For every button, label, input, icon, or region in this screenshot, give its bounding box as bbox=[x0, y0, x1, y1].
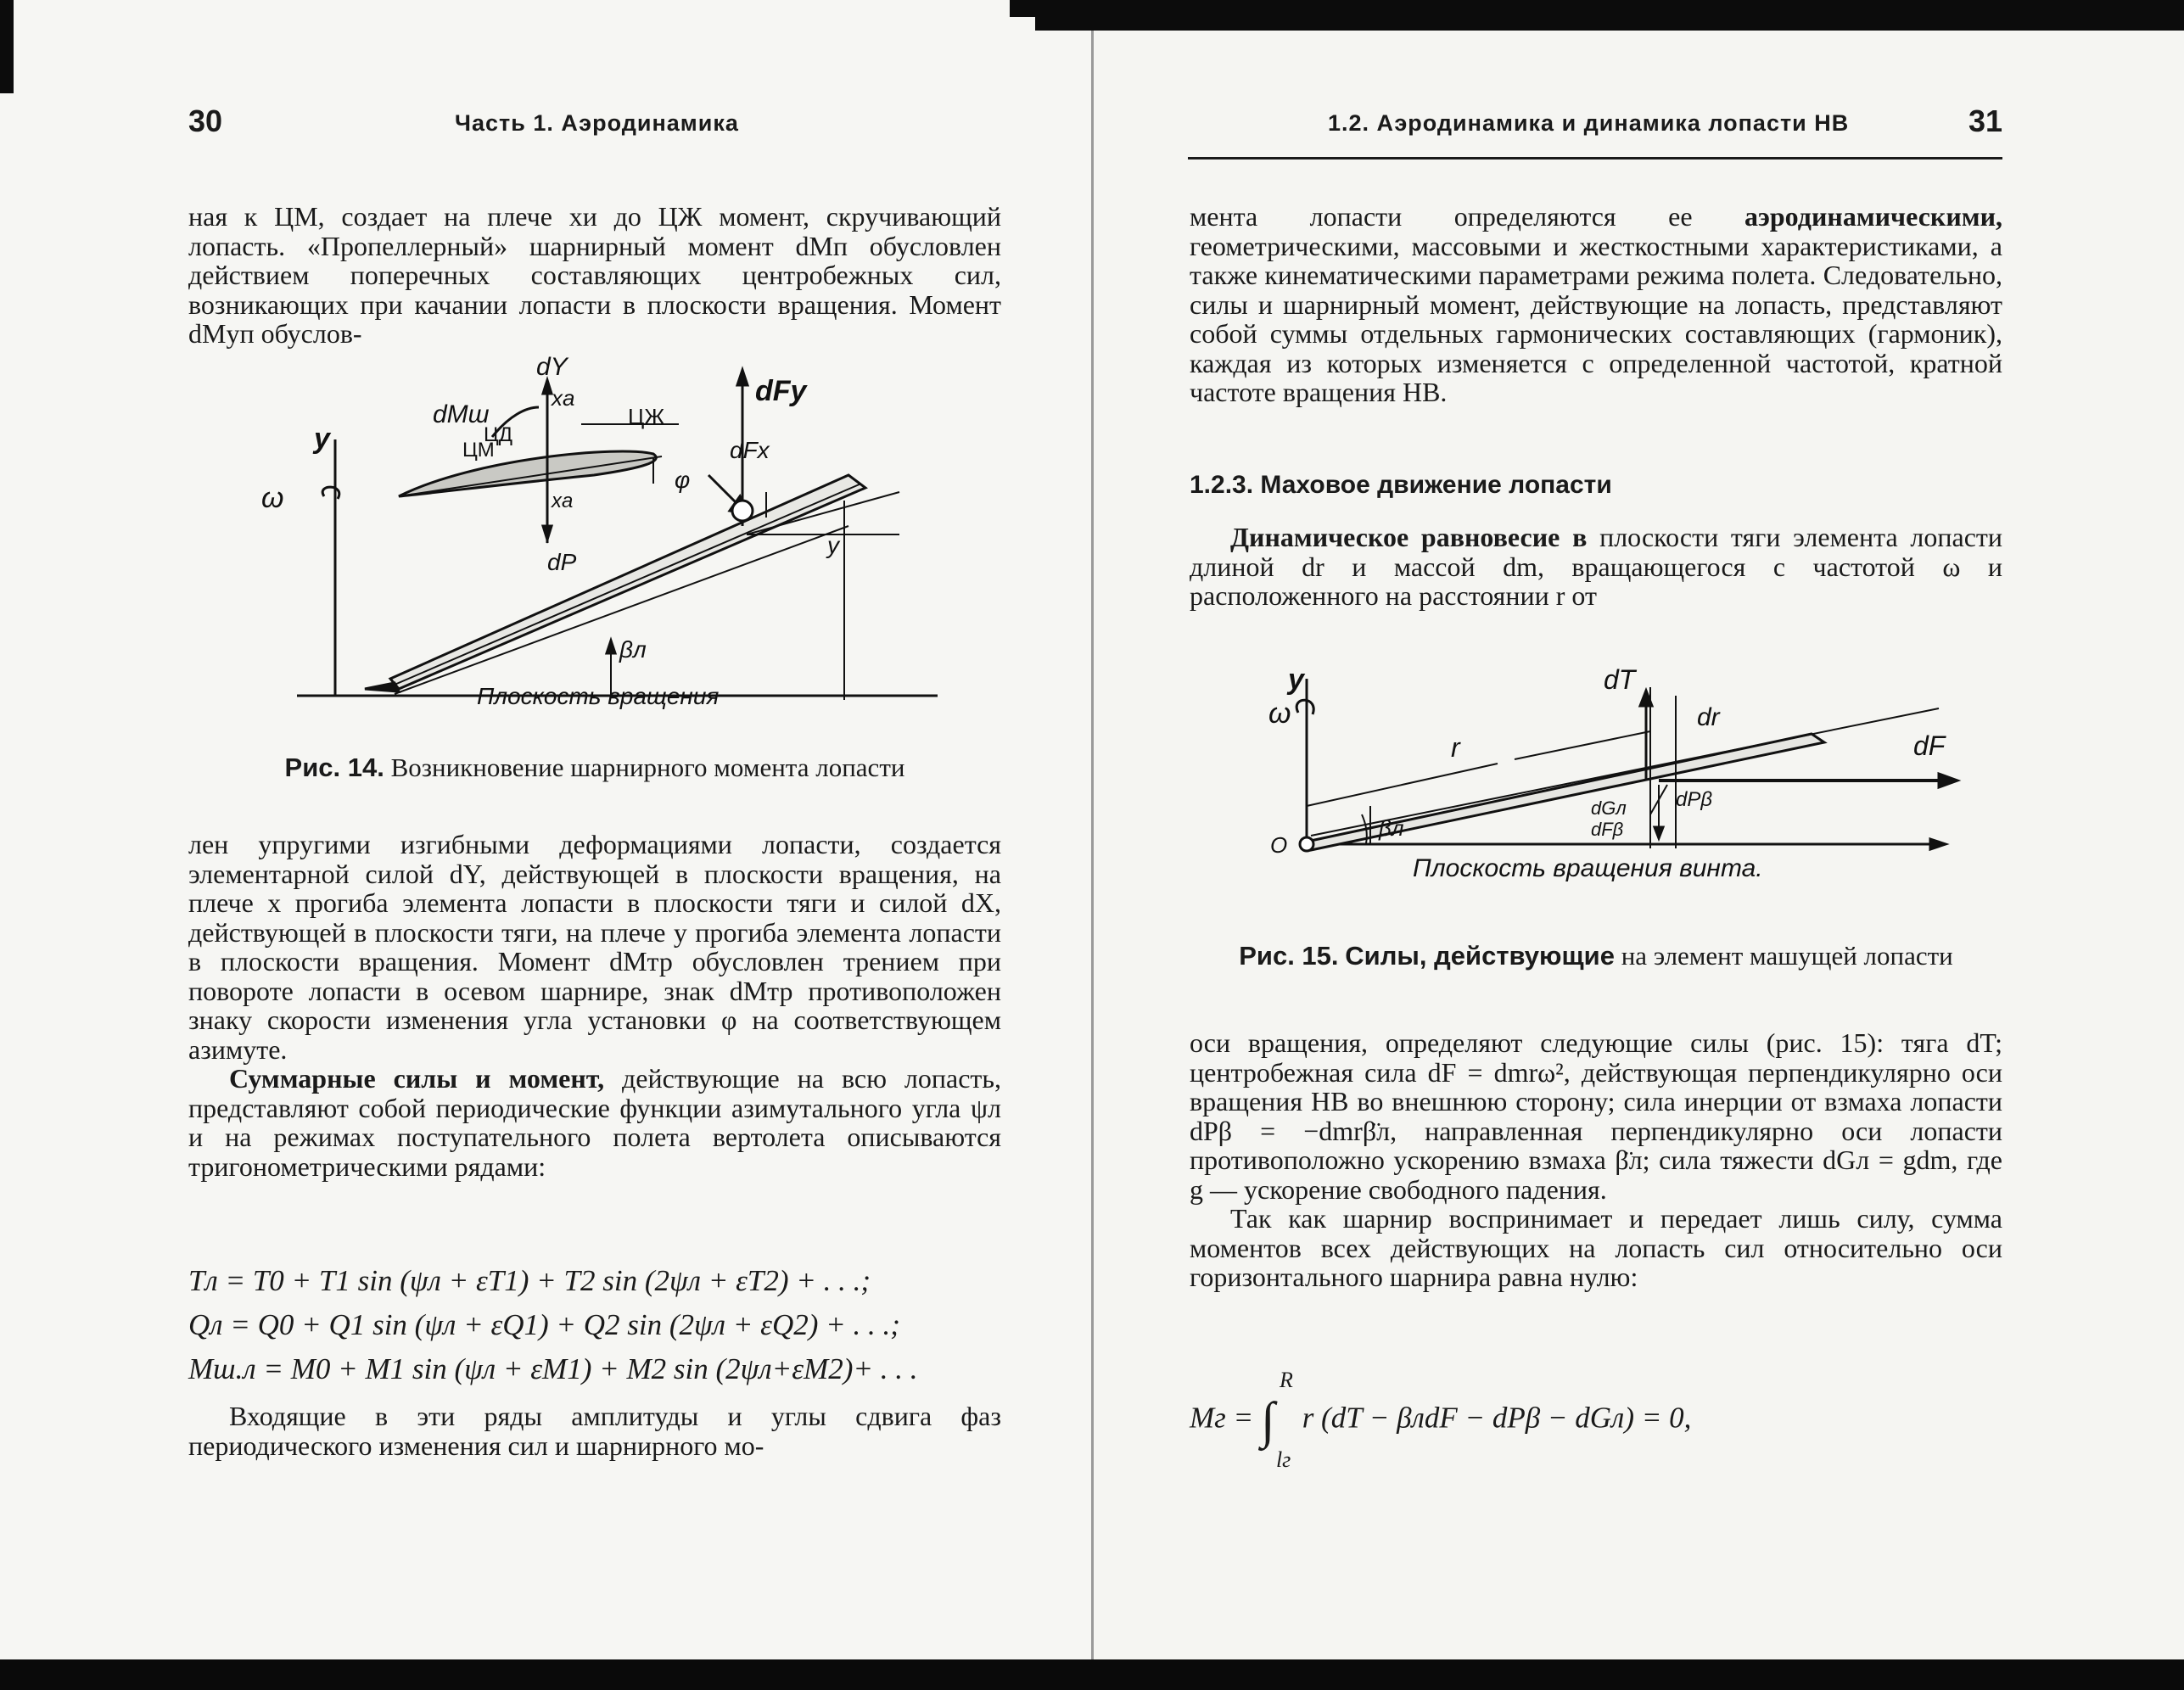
scan-edge-left bbox=[0, 0, 14, 93]
omega-arrow-icon bbox=[322, 487, 339, 499]
right-body-text: оси вращения, определяют следующие силы (рис. 15): тяга dT; центробежная сила dF = dmrω², действующая перпендикулярно оси вращения НВ во внешнюю сторону; сила инерции от взмаха лопасти dPβ = −dmrβ̈л, направленная перпендикулярно оси лопасти противоположно ускорению взмаха β̈л; сила тяжести dGл = gdm, где g — ускорение свободного падения. Так как шарнир воспринимает и передает лишь силу, сумма моментов всех действующих на лопасть сил относительно оси горизонтального шарнира равна нулю: bbox=[1190, 1027, 2003, 1292]
figure-15 bbox=[1260, 662, 2024, 891]
blade-section-airfoil bbox=[399, 451, 656, 496]
page-number-right: 31 bbox=[1968, 104, 2003, 138]
page-number-left: 30 bbox=[188, 104, 223, 138]
czh-label: ЦЖ bbox=[628, 404, 665, 429]
xa-top-label: xa bbox=[552, 385, 575, 411]
beta-label: βл bbox=[619, 636, 647, 663]
beta-label: βл bbox=[1379, 815, 1404, 841]
formula-thrust: Tл = T0 + T1 sin (ψл + εT1) + T2 sin (2ψл + εT2) + . . .; bbox=[188, 1264, 871, 1297]
dG-label: dGл bbox=[1591, 797, 1627, 819]
dT-label: dT bbox=[1604, 664, 1636, 695]
phi-label: φ bbox=[675, 467, 691, 493]
xa-bottom-label: xa bbox=[552, 490, 574, 512]
running-head-left: Часть 1. Аэродинамика bbox=[455, 110, 739, 136]
dFy-label: dFy bbox=[755, 375, 807, 407]
y-axis-label: y bbox=[1288, 663, 1304, 696]
figure-14 bbox=[255, 356, 1001, 721]
right-top-paragraph: мента лопасти определяются ее аэродинамическими, геометрическими, массовыми и жесткостными характеристиками, а также кинематическими параметрами режима полета. Следовательно, силы и шарнирный момент, действующие на лопасть, представляют собой суммы отдельных гармонических составляющих (гармоник), каждая из которых изменяется с определенной частотой, кратной частоте вращения НВ. bbox=[1190, 201, 2002, 407]
dFb-label: dFβ bbox=[1591, 819, 1624, 840]
dFx-label: dFx bbox=[730, 437, 770, 463]
running-head-right: 1.2. Аэродинамика и динамика лопасти НВ bbox=[1328, 110, 1850, 136]
integral-sign: ∫ R lг bbox=[1260, 1368, 1293, 1472]
omega-label: ω bbox=[1268, 697, 1291, 730]
y-axis-label: y bbox=[314, 422, 330, 455]
omega-label: ω bbox=[261, 482, 284, 514]
cm-label: ЦМ bbox=[462, 439, 495, 462]
formula-torque: Qл = Q0 + Q1 sin (ψл + εQ1) + Q2 sin (2ψл + εQ2) + . . .; bbox=[188, 1308, 900, 1341]
origin-label: O bbox=[1270, 832, 1288, 858]
blade-root bbox=[365, 683, 399, 691]
formula-hinge-moment: Mш.л = M0 + M1 sin (ψл + εM1) + M2 sin (2ψл+εM2)+ . . . bbox=[188, 1352, 918, 1385]
dr-label: dr bbox=[1697, 703, 1720, 731]
dF-label: dF bbox=[1913, 730, 1946, 761]
dP-label: dP bbox=[547, 549, 577, 575]
plane-label: Плоскость вращения винта. bbox=[1413, 854, 1763, 882]
left-body-text: лен упругими изгибными деформациями лопасти, создается элементарной силой dY, действующей в плоскости вращения, на плече x прогиба элемента лопасти в плоскости тяги и силой dX, действующей в плоскости тяги, на плече y прогиба элемента лопасти в плоскости вращения. Момент dMтр обусловлен трением при повороте лопасти в осевом шарнире, знак dMтр противоположен знаку скорости изменения угла установки φ на соответствующем азимуте. Суммарные силы и момент, действующие на всю лопасть, представляют собой периодические функции азимутального угла ψл и на режимах поступательного полета вертолета описываются тригонометрическими рядами: bbox=[188, 829, 1002, 1182]
cd-label: ЦД bbox=[484, 423, 513, 446]
left-bottom-paragraph: Входящие в эти ряды амплитуды и углы сдвига фаз периодического изменения сил и шарнирного мо- bbox=[188, 1401, 1001, 1461]
dY-label: dY bbox=[536, 356, 568, 381]
figure-14-caption: Рис. 14. Возникновение шарнирного момента лопасти bbox=[284, 753, 905, 782]
r-label: r bbox=[1451, 732, 1460, 763]
left-top-paragraph: ная к ЦМ, создает на плече xи до ЦЖ момент, скручивающий лопасть. «Пропеллерный» шарнирный момент dMп обусловлен действием поперечных составляющих центробежных сил, возникающих при качании лопасти в плоскости вращения. Момент dMуп обуслов- bbox=[188, 201, 1001, 349]
book-spine bbox=[1091, 0, 1094, 1690]
right-paragraph-2: Динамическое равновесие в плоскости тяги элемента лопасти длиной dr и массой dm, вращающегося с частотой ω и расположенного на расстоянии r от bbox=[1190, 522, 2003, 611]
scan-edge-top-right bbox=[1035, 0, 2184, 31]
formula-moment-balance: Mг = ∫ R lг r (dT − βлdF − dPβ − dGл) = 0, bbox=[1190, 1368, 1692, 1472]
dPb-label: dPβ bbox=[1676, 788, 1713, 811]
header-rule bbox=[1188, 157, 2002, 159]
scan-edge-bottom bbox=[0, 1659, 2184, 1690]
figure-15-caption: Рис. 15. Силы, действующие на элемент машущей лопасти bbox=[1239, 941, 1953, 971]
section-title: 1.2.3. Маховое движение лопасти bbox=[1190, 471, 1612, 499]
y-deflection-label: y bbox=[827, 532, 839, 558]
dMsh-label: dMш bbox=[433, 400, 490, 428]
plane-label: Плоскость вращения bbox=[477, 683, 720, 709]
